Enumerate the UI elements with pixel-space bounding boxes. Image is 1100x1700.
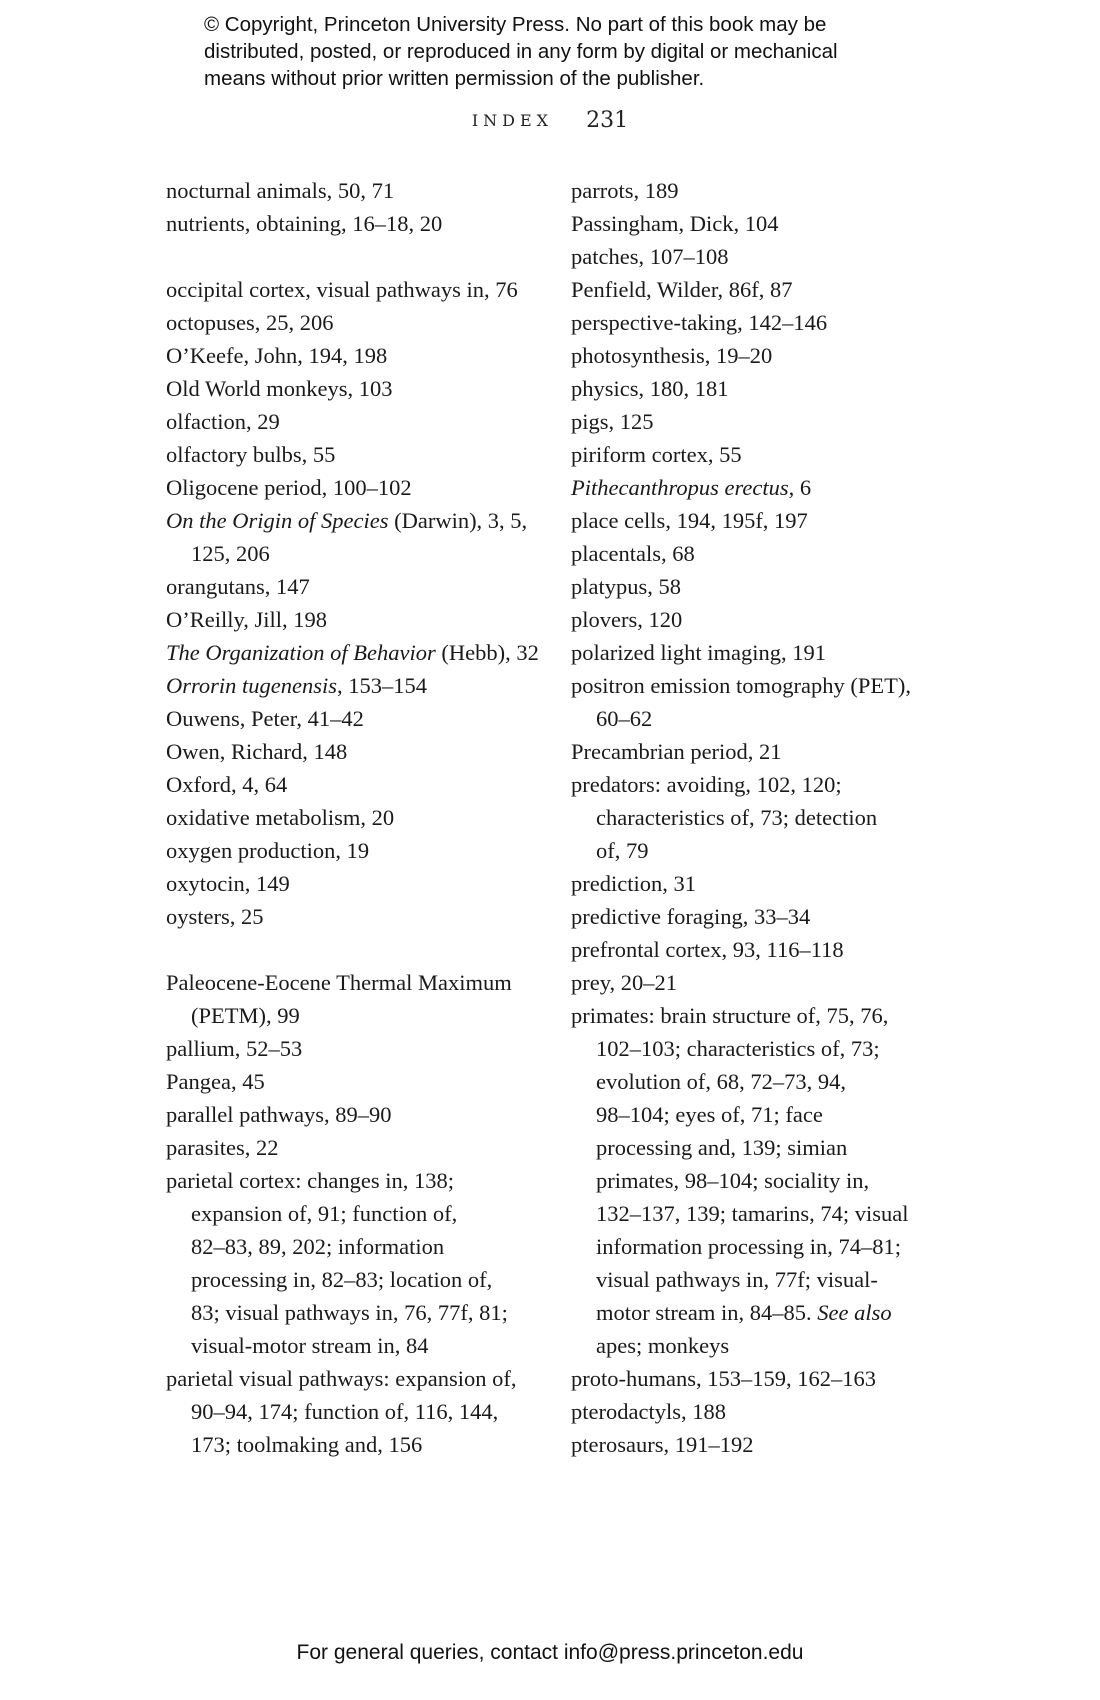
index-entry: [571, 471, 971, 504]
index-entry: perspective-taking, 142–146: [571, 310, 828, 335]
index-entry: plovers, 120: [571, 607, 683, 632]
index-entry: pallium, 52–53: [166, 1036, 303, 1061]
index-entry-continuation: 83; visual pathways in, 76, 77f, 81;: [191, 1300, 508, 1325]
index-entry-text: , 153–154: [337, 673, 428, 698]
index-entry: proto-humans, 153–159, 162–163: [571, 1366, 876, 1391]
index-entry-continuation: processing in, 82–83; location of,: [191, 1267, 493, 1292]
index-entry: [166, 636, 546, 669]
index-entry-continuation: visual pathways in, 77f; visual-: [596, 1267, 878, 1292]
index-entry: oxidative metabolism, 20: [166, 805, 395, 830]
index-entry-continuation: 98–104; eyes of, 71; face: [596, 1102, 823, 1127]
index-entry-continuation: 60–62: [596, 706, 653, 731]
index-entry: olfactory bulbs, 55: [166, 442, 336, 467]
index-entry: pigs, 125: [571, 409, 654, 434]
index-entry-text: motor stream in, 84–85.: [596, 1300, 818, 1325]
index-entry: pterodactyls, 188: [571, 1399, 726, 1424]
book-title: On the Origin of Species: [166, 508, 389, 533]
index-entry: prediction, 31: [571, 871, 696, 896]
index-entry-continuation: expansion of, 91; function of,: [191, 1201, 458, 1226]
index-entry-continuation: evolution of, 68, 72–73, 94,: [596, 1069, 846, 1094]
copyright-notice: [204, 11, 924, 92]
index-entry: octopuses, 25, 206: [166, 310, 334, 335]
index-entry: oxytocin, 149: [166, 871, 290, 896]
index-entry: prefrontal cortex, 93, 116–118: [571, 937, 844, 962]
index-column-right: [571, 174, 971, 1461]
index-entry: O’Reilly, Jill, 198: [166, 607, 328, 632]
index-entry: Oxford, 4, 64: [166, 772, 288, 797]
index-entry: nocturnal animals, 50, 71: [166, 178, 395, 203]
index-entry: olfaction, 29: [166, 409, 280, 434]
species-name: Pithecanthropus erectus: [571, 475, 789, 500]
running-head-label: INDEX: [471, 111, 554, 130]
index-entry-continuation: characteristics of, 73; detection: [596, 805, 878, 830]
index-entry: O’Keefe, John, 194, 198: [166, 343, 388, 368]
index-entry-continuation: 125, 206: [191, 541, 270, 566]
index-entry: primates: brain structure of, 75, 76,: [571, 1003, 889, 1028]
index-entry: parrots, 189: [571, 178, 679, 203]
index-entry: occipital cortex, visual pathways in, 76: [166, 277, 518, 302]
page-number: 231: [586, 108, 629, 133]
index-entry: piriform cortex, 55: [571, 442, 742, 467]
index-entry: prey, 20–21: [571, 970, 678, 995]
index-entry-continuation: 82–83, 89, 202; information: [191, 1234, 445, 1259]
index-entry: Precambrian period, 21: [571, 739, 782, 764]
index-entry-text: (Darwin), 3, 5,: [388, 508, 528, 533]
index-entry: patches, 107–108: [571, 244, 729, 269]
copyright-line: means without prior written permission of the publisher.: [204, 67, 705, 90]
index-entry: placentals, 68: [571, 541, 695, 566]
index-column-left: [166, 174, 546, 1461]
index-entry: place cells, 194, 195f, 197: [571, 508, 808, 533]
index-entry-continuation: primates, 98–104; sociality in,: [596, 1168, 870, 1193]
index-entry: pterosaurs, 191–192: [571, 1432, 754, 1457]
index-entry: predictive foraging, 33–34: [571, 904, 811, 929]
index-entry-continuation: 90–94, 174; function of, 116, 144,: [191, 1399, 499, 1424]
index-entry: [166, 504, 546, 537]
index-entry: Oligocene period, 100–102: [166, 475, 412, 500]
index-entry-text: , 6: [788, 475, 812, 500]
index-entry: polarized light imaging, 191: [571, 640, 826, 665]
index-entry-continuation: information processing in, 74–81;: [596, 1234, 901, 1259]
index-entry-continuation: 102–103; characteristics of, 73;: [596, 1036, 880, 1061]
index-entry: orangutans, 147: [166, 574, 310, 599]
index-entry: Passingham, Dick, 104: [571, 211, 779, 236]
index-entry: oysters, 25: [166, 904, 264, 929]
footer-contact: For general queries, contact info@press.princeton.edu: [296, 1641, 804, 1664]
see-also-reference: See also: [817, 1300, 892, 1325]
index-entry: positron emission tomography (PET),: [571, 673, 911, 698]
index-entry: Penfield, Wilder, 86f, 87: [571, 277, 793, 302]
index-entry: parietal visual pathways: expansion of,: [166, 1366, 517, 1391]
index-entry-continuation: 132–137, 139; tamarins, 74; visual: [596, 1201, 909, 1226]
index-entry: Owen, Richard, 148: [166, 739, 348, 764]
index-entry: platypus, 58: [571, 574, 681, 599]
index-entry-continuation: [571, 1296, 971, 1329]
index-entry-text: (Hebb), 32: [435, 640, 539, 665]
index-entry: parietal cortex: changes in, 138;: [166, 1168, 455, 1193]
index-entry-continuation: 173; toolmaking and, 156: [191, 1432, 423, 1457]
letter-group-gap: [166, 240, 546, 273]
index-entry-continuation: apes; monkeys: [596, 1333, 730, 1358]
index-entry: Ouwens, Peter, 41–42: [166, 706, 364, 731]
running-head: [0, 108, 1100, 133]
copyright-line: distributed, posted, or reproduced in any form by digital or mechanical: [204, 40, 838, 63]
index-entry: predators: avoiding, 102, 120;: [571, 772, 842, 797]
species-name: Orrorin tugenensis: [166, 673, 338, 698]
index-entry-continuation: (PETM), 99: [191, 1003, 300, 1028]
index-entry-continuation: visual-motor stream in, 84: [191, 1333, 429, 1358]
index-entry: parasites, 22: [166, 1135, 279, 1160]
index-entry: parallel pathways, 89–90: [166, 1102, 392, 1127]
book-title: The Organization of Behavior: [166, 640, 436, 665]
index-entry-continuation: processing and, 139; simian: [596, 1135, 848, 1160]
index-entry: oxygen production, 19: [166, 838, 370, 863]
copyright-line: © Copyright, Princeton University Press. No part of this book may be: [204, 13, 827, 36]
index-entry: physics, 180, 181: [571, 376, 729, 401]
index-entry: Pangea, 45: [166, 1069, 265, 1094]
index-entry: [166, 669, 546, 702]
index-entry: Paleocene-Eocene Thermal Maximum: [166, 970, 512, 995]
letter-group-gap: [166, 933, 546, 966]
index-entry: Old World monkeys, 103: [166, 376, 393, 401]
index-entry: photosynthesis, 19–20: [571, 343, 773, 368]
index-entry: nutrients, obtaining, 16–18, 20: [166, 211, 443, 236]
index-entry-continuation: of, 79: [596, 838, 649, 863]
